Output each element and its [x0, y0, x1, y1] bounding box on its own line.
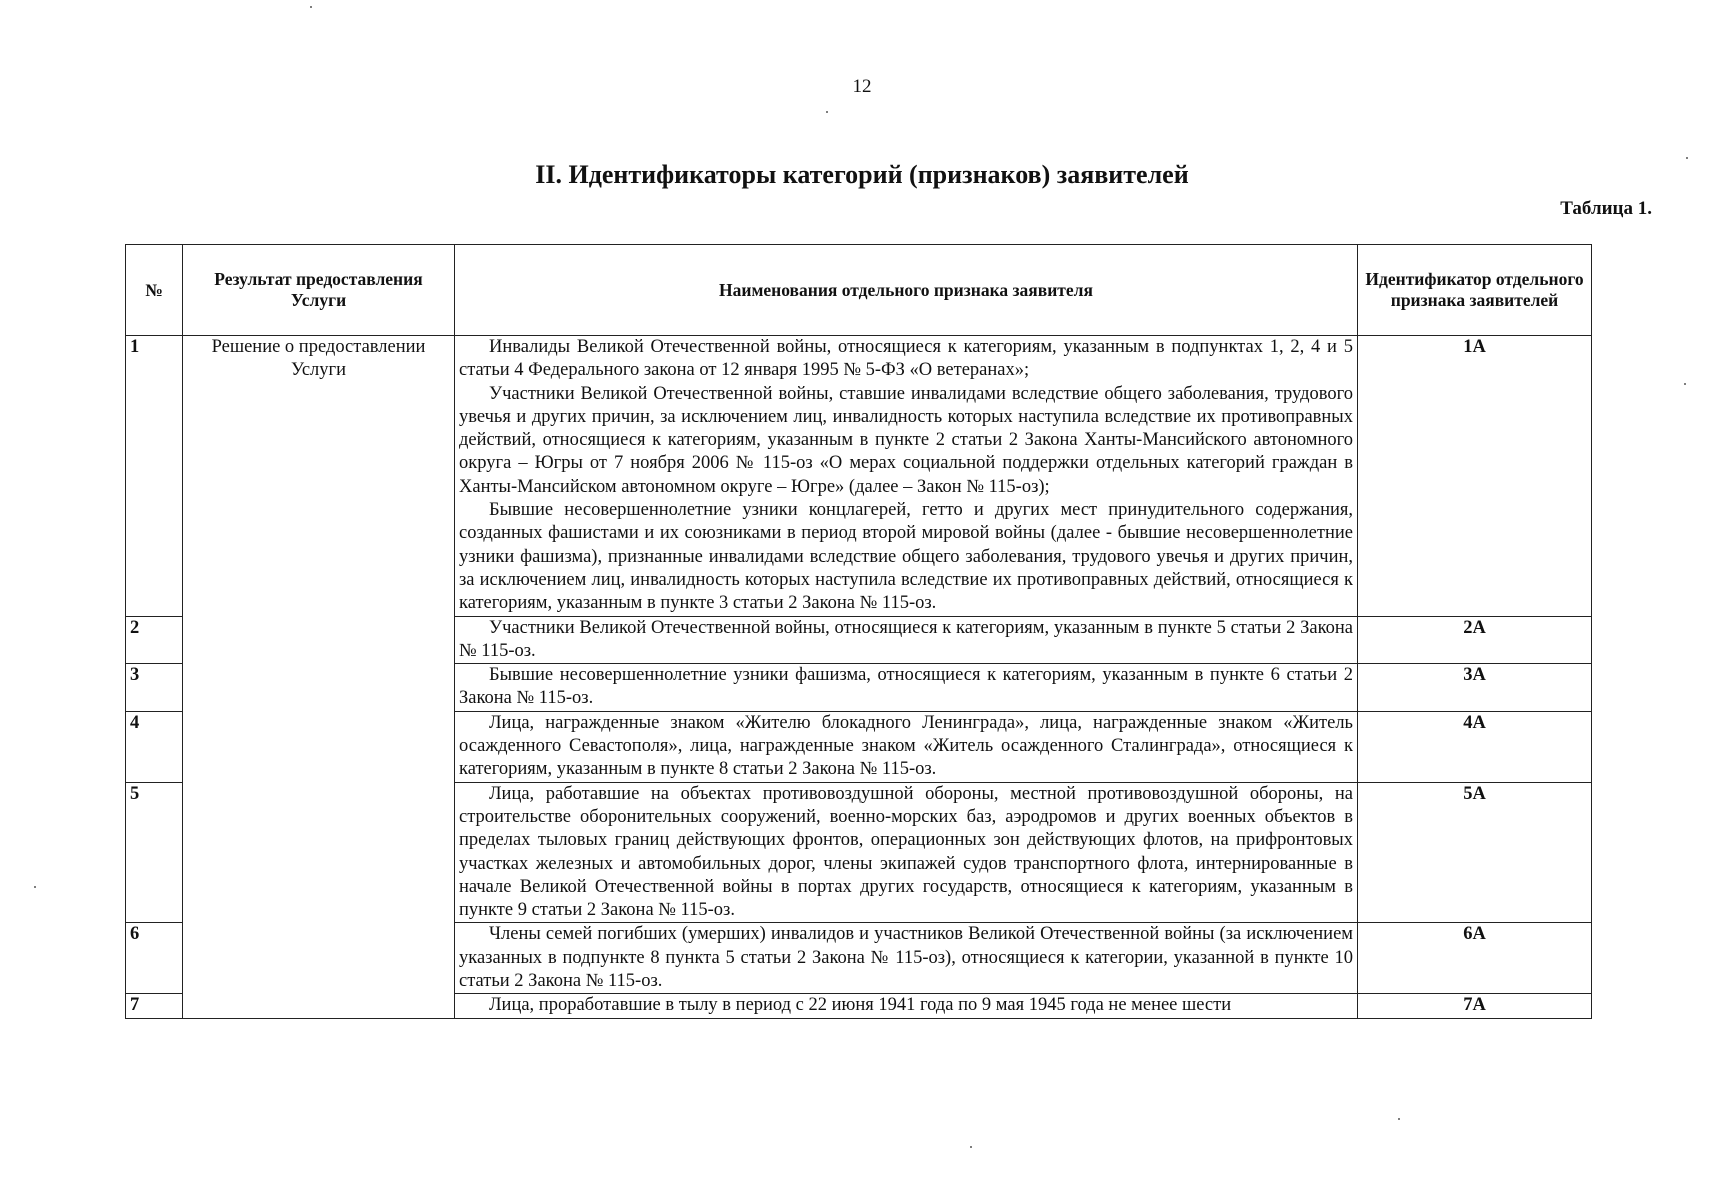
row-number: 2 [126, 616, 183, 664]
scan-speck [1686, 157, 1688, 159]
scan-speck [34, 886, 36, 888]
feature-identifier: 4А [1358, 711, 1592, 782]
feature-identifier: 7А [1358, 994, 1592, 1018]
row-number: 1 [126, 336, 183, 617]
row-number: 4 [126, 711, 183, 782]
description-paragraph: Участники Великой Отечественной войны, ставшие инвалидами вследствие общего заболевания, трудового увечья и других причин, за исключением лиц, инвалидность которых наступила вследствие их противоправных действий, относящиеся к категориям, указанным в пункте 2 статьи 2 Закона Ханты-Мансийского автономного округа – Югры от 7 ноября 2006 № 115-оз «О мерах социальной поддержки отдельных категорий граждан в Ханты-Мансийском автономном округе – Югре» (далее – Закон № 115-оз); [459, 383, 1353, 497]
scan-speck [970, 1146, 972, 1148]
row-number: 5 [126, 782, 183, 923]
row-number: 7 [126, 994, 183, 1018]
header-identifier: Идентификатор отдельного признака заявителей [1358, 245, 1592, 336]
row-number: 3 [126, 664, 183, 712]
feature-description [455, 923, 1358, 994]
description-paragraph: Бывшие несовершеннолетние узники концлагерей, гетто и других мест принудительного содержания, созданных фашистами и их союзниками в период второй мировой войны (далее - бывшие несовершеннолетние узники фашизма), признанные инвалидами вследствие общего заболевания, трудового увечья и других причин, за исключением лиц, инвалидность которых наступила вследствие их противоправных действий, относящиеся к категориям, указанным в пункте 3 статьи 2 Закона № 115-оз. [459, 500, 1353, 614]
result-cell: Решение о предоставлении Услуги [183, 336, 455, 1019]
header-result: Результат предоставления Услуги [183, 245, 455, 336]
description-paragraph: Члены семей погибших (умерших) инвалидов и участников Великой Отечественной войны (за исключением указанных в подпункте 8 пункта 5 статьи 2 Закона № 115-оз), относящиеся к категории, указанной в пункте 10 статьи 2 Закона № 115-оз. [459, 924, 1353, 992]
description-paragraph: Участники Великой Отечественной войны, относящиеся к категориям, указанным в пункте 5 статьи 2 Закона № 115-оз. [459, 617, 1353, 661]
scan-speck [1684, 383, 1686, 385]
description-paragraph: Лица, проработавшие в тылу в период с 22 июня 1941 года по 9 мая 1945 года не менее шести [489, 995, 1232, 1016]
scan-speck [310, 6, 312, 8]
description-paragraph: Инвалиды Великой Отечественной войны, относящиеся к категориям, указанным в подпунктах 1, 2, 4 и 5 статьи 4 Федерального закона от 12 января 1995 № 5-ФЗ «О ветеранах»; [459, 337, 1353, 381]
description-paragraph: Лица, награжденные знаком «Жителю блокадного Ленинграда», лица, награжденные знаком «Житель осажденного Севастополя», лица, награжденные знаком «Житель осажденного Сталинграда», относящиеся к категориям, указанным в пункте 8 статьи 2 Закона № 115-оз. [459, 712, 1353, 780]
table-header-row [126, 245, 1592, 336]
feature-identifier: 6А [1358, 923, 1592, 994]
feature-description [455, 616, 1358, 664]
section-title: II. Идентификаторы категорий (признаков) заявителей [535, 160, 1189, 189]
feature-identifier: 5А [1358, 782, 1592, 923]
description-paragraph: Бывшие несовершеннолетние узники фашизма, относящиеся к категориям, указанным в пункте 6 статьи 2 Закона № 115-оз. [459, 665, 1353, 709]
header-number: № [126, 245, 183, 336]
feature-description [455, 994, 1358, 1018]
clipped-text [459, 994, 1353, 1016]
feature-identifier: 2А [1358, 616, 1592, 664]
description-paragraph: Лица, работавшие на объектах противовоздушной обороны, местной противовоздушной обороны, на строительстве оборонительных сооружений, военно-морских баз, аэродромов и других военных объектов в пределах тыловых границ действующих фронтов, операционных зон действующих флотов, на прифронтовых участках железных и автомобильных дорог, члены экипажей судов транспортного флота, интернированные в начале Великой Отечественной войны в портах других государств, относящиеся к категориям, указанным в пункте 9 статьи 2 Закона № 115-оз. [459, 783, 1353, 921]
feature-description [455, 782, 1358, 923]
feature-identifier: 1А [1358, 336, 1592, 617]
feature-description [455, 664, 1358, 712]
feature-identifier: 3А [1358, 664, 1592, 712]
table-caption: Таблица 1. [1560, 198, 1652, 219]
feature-description [455, 711, 1358, 782]
header-feature-name: Наименования отдельного признака заявителя [455, 245, 1358, 336]
feature-description [455, 336, 1358, 617]
page-number: 12 [852, 76, 872, 97]
applicant-categories-table [125, 244, 1592, 1019]
row-number: 6 [126, 923, 183, 994]
scan-speck [826, 111, 828, 113]
scan-speck [1398, 1118, 1400, 1120]
table-row [126, 336, 1592, 617]
